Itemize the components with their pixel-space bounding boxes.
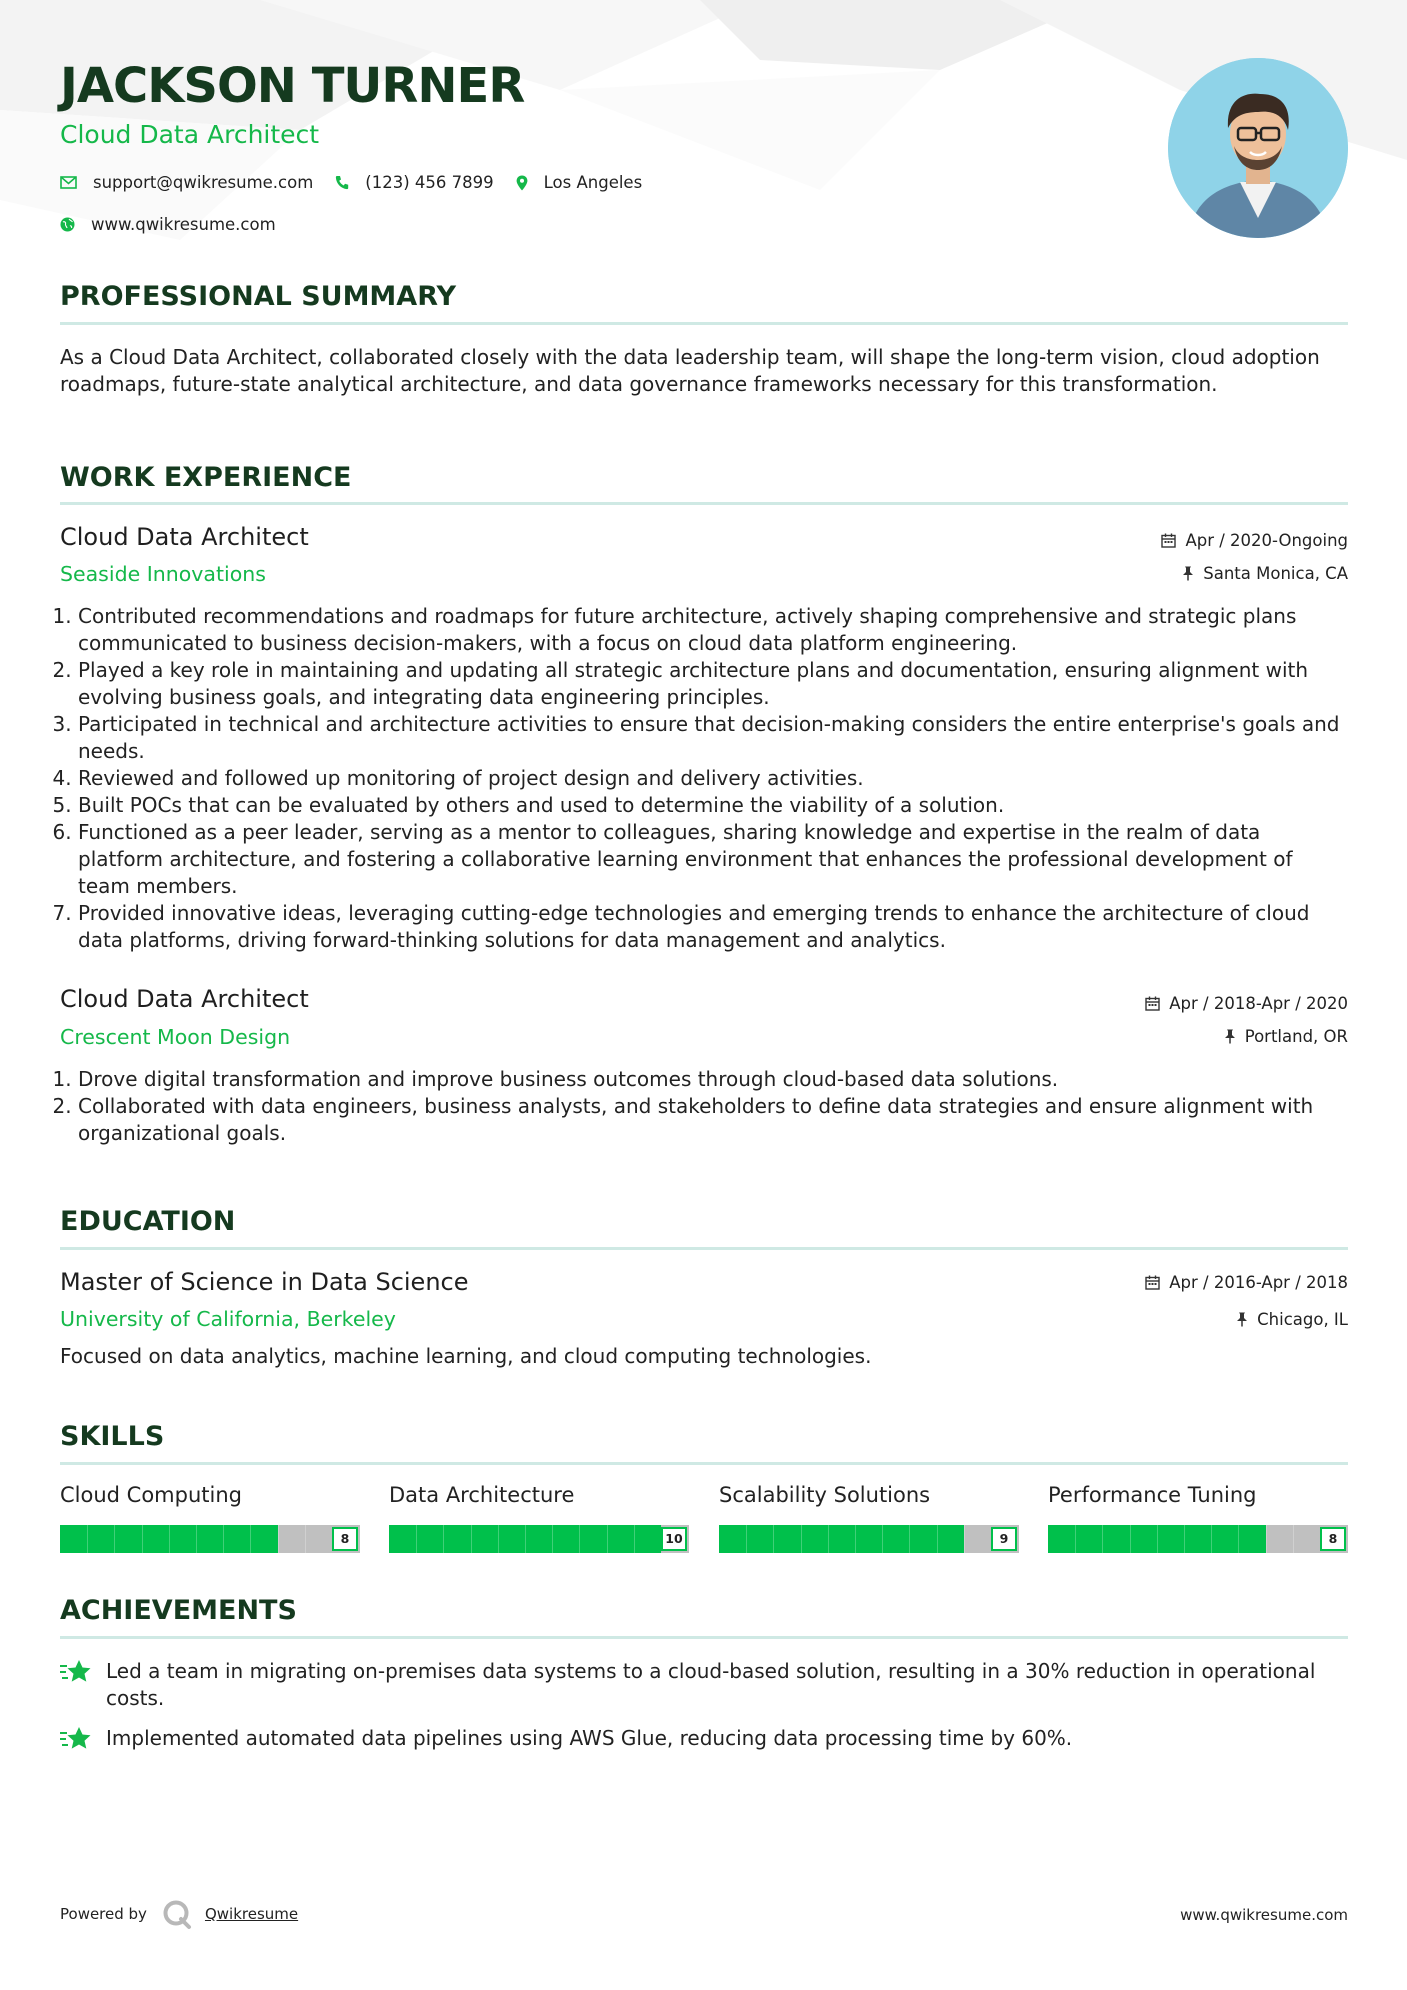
skill-bar-segment xyxy=(1184,1525,1185,1553)
skill-bar xyxy=(719,1525,1019,1553)
skill-bar-segment xyxy=(525,1525,526,1553)
skill-label: Performance Tuning xyxy=(1048,1483,1257,1507)
website-text: www.qwikresume.com xyxy=(91,215,276,234)
calendar-icon xyxy=(1145,996,1160,1011)
education-dates-text: Apr / 2016-Apr / 2018 xyxy=(1169,1273,1348,1292)
achievement-text: Led a team in migrating on-premises data systems to a cloud-based solution, resulting in a 30% reduction in operational costs. xyxy=(106,1659,1316,1710)
skill-bar-segment xyxy=(773,1525,774,1553)
achievement-text: Implemented automated data pipelines using AWS Glue, reducing data processing time by 60%. xyxy=(106,1726,1073,1750)
achievement-item xyxy=(60,1725,1348,1753)
skill-bar-segment xyxy=(909,1525,910,1553)
job-location xyxy=(1182,564,1348,583)
skill-bar-segment xyxy=(443,1525,444,1553)
skill-score-badge: 8 xyxy=(332,1527,358,1551)
section-divider xyxy=(60,322,1348,325)
list-item: 1. Drove digital transformation and improve business outcomes through cloud-based data solutions. xyxy=(78,1066,1348,1093)
skill-bar-segment xyxy=(1238,1525,1239,1553)
skill-bar-segment xyxy=(579,1525,580,1553)
skill-bar xyxy=(1048,1525,1348,1553)
list-item: 4. Reviewed and followed up monitoring of project design and delivery activities. xyxy=(78,765,1348,792)
skill-bar-segment xyxy=(1293,1525,1294,1553)
website-row xyxy=(60,215,298,234)
candidate-title: Cloud Data Architect xyxy=(60,120,320,149)
skill-bar-segment xyxy=(1130,1525,1131,1553)
company-name: Seaside Innovations xyxy=(60,562,266,586)
skill-bar-segment xyxy=(607,1525,608,1553)
skill-bar-segment xyxy=(305,1525,306,1553)
skill-bar-segment xyxy=(746,1525,747,1553)
skill-score-badge: 8 xyxy=(1320,1527,1346,1551)
skill-bar-segment xyxy=(87,1525,88,1553)
skill-bar-segment xyxy=(471,1525,472,1553)
skill-bar-segment xyxy=(828,1525,829,1553)
star-icon xyxy=(60,1725,92,1753)
footer-powered-by xyxy=(60,1898,298,1930)
list-item: 6. Functioned as a peer leader, serving as a mentor to colleagues, sharing knowledge and expertise in the realm of data platform architecture, and fostering a collaborative learning environment that enhances the professional development of team members. xyxy=(78,819,1348,900)
skill-bar-segment xyxy=(552,1525,553,1553)
job-location-text: Portland, OR xyxy=(1244,1027,1348,1046)
skill-bar-segment xyxy=(278,1525,279,1553)
skill-bar-segment xyxy=(634,1525,635,1553)
list-item: 7. Provided innovative ideas, leveraging cutting-edge technologies and emerging trends to enhance the architecture of cloud data platforms, driving forward-thinking solutions for data management and analytics. xyxy=(78,900,1348,954)
globe-icon xyxy=(60,217,75,232)
skill-item xyxy=(1048,1483,1348,1553)
education-description: Focused on data analytics, machine learning, and cloud computing technologies. xyxy=(60,1344,872,1368)
summary-text: As a Cloud Data Architect, collaborated closely with the data leadership team, will shape the long-term vision, cloud adoption roadmaps, future-state analytical architecture, and data governance frameworks necessary for this transformation. xyxy=(60,345,1320,396)
location-text: Los Angeles xyxy=(543,173,643,192)
skill-bar-segment xyxy=(882,1525,883,1553)
skill-bar xyxy=(389,1525,689,1553)
job-location xyxy=(1224,1027,1348,1046)
skill-score-badge: 10 xyxy=(661,1527,687,1551)
job-dates xyxy=(1161,531,1348,550)
envelope-icon xyxy=(60,176,77,189)
education-dates xyxy=(1145,1273,1348,1292)
skill-item xyxy=(719,1483,1019,1553)
pushpin-icon xyxy=(1236,1312,1248,1327)
skill-bar xyxy=(60,1525,360,1553)
profile-photo-illustration xyxy=(1168,58,1348,238)
job-title: Cloud Data Architect xyxy=(60,985,309,1013)
skill-bar-segment xyxy=(114,1525,115,1553)
job-dates-text: Apr / 2018-Apr / 2020 xyxy=(1169,994,1348,1013)
job-title: Cloud Data Architect xyxy=(60,523,309,551)
contact-row xyxy=(60,173,664,192)
job-dates-text: Apr / 2020-Ongoing xyxy=(1185,531,1348,550)
section-divider xyxy=(60,1462,1348,1465)
skill-bar-segment xyxy=(498,1525,499,1553)
job-bullets xyxy=(60,603,1348,954)
skill-bar-segment xyxy=(937,1525,938,1553)
skills-heading: SKILLS xyxy=(60,1421,165,1452)
skill-bar-segment xyxy=(142,1525,143,1553)
powered-by-text: Powered by xyxy=(60,1905,147,1923)
achievements-heading: ACHIEVEMENTS xyxy=(60,1595,297,1626)
skill-level-fill xyxy=(719,1525,964,1553)
skill-bar-segment xyxy=(1102,1525,1103,1553)
skill-bar-segment xyxy=(1211,1525,1212,1553)
skill-item xyxy=(60,1483,360,1553)
skill-bar-segment xyxy=(1266,1525,1267,1553)
skill-label: Data Architecture xyxy=(389,1483,575,1507)
company-name: Crescent Moon Design xyxy=(60,1025,291,1049)
phone-item[interactable] xyxy=(335,173,493,192)
skill-bar-segment xyxy=(196,1525,197,1553)
job-location-text: Santa Monica, CA xyxy=(1203,564,1348,583)
list-item: 2. Collaborated with data engineers, business analysts, and stakeholders to define data strategies and ensure alignment with organizational goals. xyxy=(78,1093,1348,1147)
star-icon xyxy=(60,1658,92,1686)
qwikresume-logo-icon xyxy=(161,1898,193,1930)
school-name: University of California, Berkeley xyxy=(60,1307,396,1331)
education-heading: EDUCATION xyxy=(60,1206,236,1237)
skill-bar-segment xyxy=(855,1525,856,1553)
skill-bar-segment xyxy=(1075,1525,1076,1553)
website-item[interactable] xyxy=(60,215,276,234)
degree-title: Master of Science in Data Science xyxy=(60,1268,469,1296)
skill-bar-segment xyxy=(801,1525,802,1553)
skill-bar-segment xyxy=(169,1525,170,1553)
section-divider xyxy=(60,502,1348,505)
skill-score-badge: 9 xyxy=(991,1527,1017,1551)
skill-bar-segment xyxy=(964,1525,965,1553)
email-item[interactable] xyxy=(60,173,313,192)
section-divider xyxy=(60,1636,1348,1639)
profile-photo xyxy=(1168,58,1348,238)
list-item: 1. Contributed recommendations and roadmaps for future architecture, actively shaping comprehensive and strategic plans communicated to business decision-makers, with a focus on cloud data platform engineering. xyxy=(78,603,1348,657)
experience-heading: WORK EXPERIENCE xyxy=(60,462,352,493)
list-item: 2. Played a key role in maintaining and updating all strategic architecture plans and documentation, ensuring alignment with evolving business goals, and integrating data engineering principles. xyxy=(78,657,1348,711)
brand-link[interactable]: Qwikresume xyxy=(204,1905,299,1923)
skill-item xyxy=(389,1483,689,1553)
section-divider xyxy=(60,1247,1348,1250)
education-location xyxy=(1236,1310,1348,1329)
achievement-item xyxy=(60,1658,1348,1712)
skill-bar-segment xyxy=(250,1525,251,1553)
skill-label: Cloud Computing xyxy=(60,1483,242,1507)
candidate-name: JACKSON TURNER xyxy=(60,58,525,114)
list-item: 3. Participated in technical and architecture activities to ensure that decision-making considers the entire enterprise's goals and needs. xyxy=(78,711,1348,765)
pushpin-icon xyxy=(1182,566,1194,581)
footer-website[interactable]: www.qwikresume.com xyxy=(1180,1906,1348,1924)
skill-label: Scalability Solutions xyxy=(719,1483,931,1507)
location-item xyxy=(516,173,643,192)
calendar-icon xyxy=(1161,533,1176,548)
skill-bar-segment xyxy=(223,1525,224,1553)
map-pin-icon xyxy=(516,175,528,191)
summary-heading: PROFESSIONAL SUMMARY xyxy=(60,281,457,312)
calendar-icon xyxy=(1145,1275,1160,1290)
job-bullets xyxy=(60,1066,1348,1147)
education-location-text: Chicago, IL xyxy=(1257,1310,1348,1329)
job-dates xyxy=(1145,994,1348,1013)
skill-bar-segment xyxy=(416,1525,417,1553)
email-text: support@qwikresume.com xyxy=(93,173,314,192)
pushpin-icon xyxy=(1224,1029,1236,1044)
phone-icon xyxy=(335,175,349,190)
list-item: 5. Built POCs that can be evaluated by others and used to determine the viability of a solution. xyxy=(78,792,1348,819)
phone-text: (123) 456 7899 xyxy=(365,173,494,192)
skill-bar-segment xyxy=(1157,1525,1158,1553)
